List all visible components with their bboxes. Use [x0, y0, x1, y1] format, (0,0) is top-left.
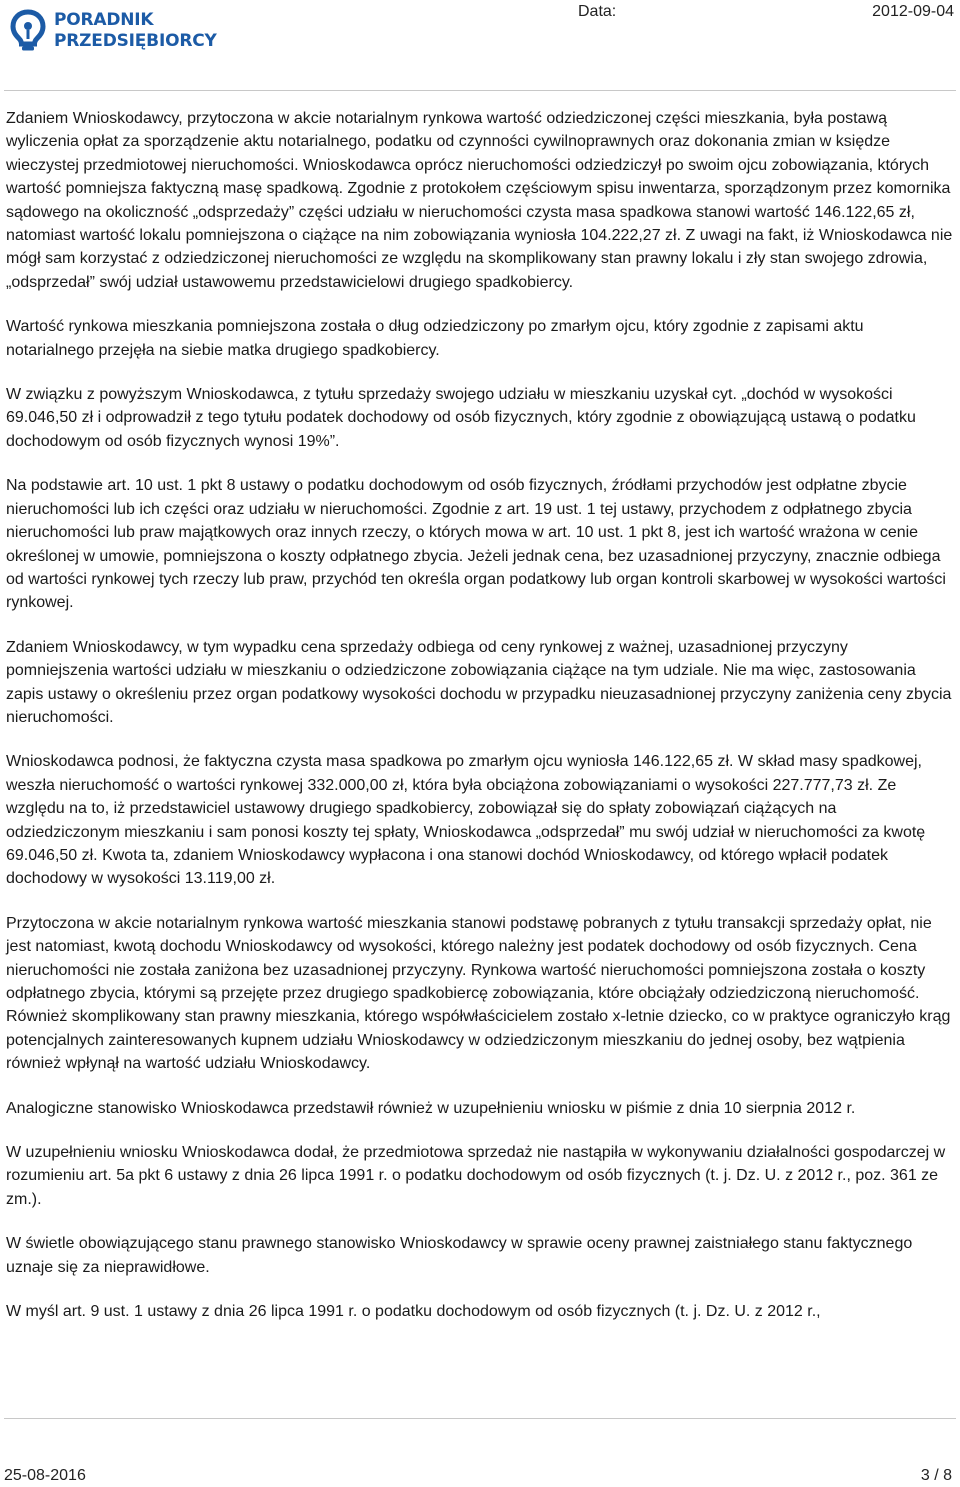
paragraph-10: W świetle obowiązującego stanu prawnego stanowisko Wnioskodawcy w sprawie oceny prawnej zaistniałego stanu faktycznego uznaje się za nieprawidłowe. — [6, 1235, 913, 1276]
logo-line-1: PORADNIK — [54, 10, 154, 30]
page-header — [0, 0, 960, 60]
paragraph-11: W myśl art. 9 ust. 1 ustawy z dnia 26 lipca 1991 r. o podatku dochodowym od osób fizycznych (t. j. Dz. U. z 2012 r., — [6, 1303, 821, 1321]
footer-date: 25-08-2016 — [4, 1467, 86, 1484]
footer-divider — [4, 1418, 956, 1419]
logo-line-2: PRZEDSIĘBIORCY — [54, 31, 217, 51]
paragraph-8: Analogiczne stanowisko Wnioskodawca przedstawił również w uzupełnieniu wniosku w piśmie z dnia 10 sierpnia 2012 r. — [6, 1099, 856, 1117]
date-value: 2012-09-04 — [872, 3, 954, 20]
paragraph-9: W uzupełnieniu wniosku Wnioskodawca dodał, że przedmiotowa sprzedaż nie nastąpiła w wykonywaniu działalności gospodarczej w rozumieniu art. 5a pkt 6 ustawy z dnia 26 lipca 1991 r. o podatku dochodowym od osób fizycznych (t. j. Dz. U. z 2012 r., poz. 361 ze zm.). — [6, 1144, 946, 1208]
date-label: Data: — [578, 3, 617, 20]
paragraph-2: Wartość rynkowa mieszkania pomniejszona została o dług odziedziczony po zmarłym ojcu, który zgodnie z zapisami aktu notarialnego przejęła na siebie matka drugiego spadkobiercy. — [6, 318, 864, 359]
paragraph-4: Na podstawie art. 10 ust. 1 pkt 8 ustawy o podatku dochodowym od osób fizycznych, źródłami przychodów jest odpłatne zbycie nieruchomości lub ich części oraz udziału w nieruchomości. Zgodnie z art. 19 ust. 1 tej ustawy, przychodem z odpłatnego zbycia nieruchomości lub praw majątkowych oraz innych rzeczy, o których mowa w art. 10 ust. 1 pkt 8, jest ich wartość wrażona w cenie określonej w umowie, pomniejszona o koszty odpłatnego zbycia. Jeżeli jednak cena, bez uzasadnionej przyczyny, znacznie odbiega od wartości rynkowej tych rzeczy lub praw, przychód ten określa organ podatkowy lub organ kontroli skarbowej w wysokości wartości rynkowej. — [6, 477, 946, 612]
page-number: 3 / 8 — [920, 1467, 952, 1484]
paragraph-5: Zdaniem Wnioskodawcy, w tym wypadku cena sprzedaży odbiega od ceny rynkowej z ważnej, uzasadnionej przyczyny pomniejszenia wartości udziału w mieszkaniu o odziedziczone zobowiązania ciążące na tym udziale. Nie ma więc, zastosowania zapis ustawy o określeniu przez organ podatkowy wysokości dochodu w przypadku nieuzasadnionej przyczyny zaniżenia ceny zbycia nieruchomości. — [6, 638, 952, 726]
logo-text — [54, 10, 217, 52]
paragraph-7: Przytoczona w akcie notarialnym rynkowa wartość mieszkania stanowi podstawę pobranych z tytułu transakcji sprzedaży opłat, nie jest natomiast, kwotą dochodu Wnioskodawcy od wysokości, którego należny jest podatek dochodowy od osób fizycznych. Cena nieruchomości nie została zaniżona bez uzasadnionej przyczyny. Rynkowa wartość nieruchomości pomniejszona została o koszty odpłatnego zbycia, którymi są przejęte przez drugiego spadkobiercę zobowiązania, które obciążały odziedziczoną nieruchomość. Również skomplikowany stan prawny mieszkania, którego współwłaścicielem zostało x-letnie dziecko, co w praktyce ograniczyło krąg potencjalnych zainteresowanych kupnem udziału Wnioskodawcy w odziedziczonym mieszkaniu do jednej osoby, bez wątpienia również wpłynął na wartość udziału Wnioskodawcy. — [6, 914, 951, 1073]
logo[interactable] — [8, 6, 228, 56]
document-body — [6, 107, 954, 1344]
lightbulb-icon — [8, 6, 48, 54]
paragraph-1: Zdaniem Wnioskodawcy, przytoczona w akcie notarialnym rynkowa wartość odziedziczonej części mieszkania, była postawą wyliczenia opłat za sporządzenie aktu notarialnego, podatku od czynności cywilnoprawnych oraz dokonania zmian w księdze wieczystej przedmiotowej nieruchomości. Wnioskodawca oprócz nieruchomości odziedziczył po swoim ojcu zobowiązania, których wartość pomniejsza faktyczną masę spadkową. Zgodnie z protokołem częściowym spisu inwentarza, sporządzonym przez komornika sądowego na okoliczność „odsprzedaży” części udziału w nieruchomości czysta masa spadkowa stanowi wartość 146.122,65 zł, natomiast wartość lokalu pomniejszona o ciążące na nim zobowiązania wyniosła 104.222,27 zł. Z uwagi na fakt, iż Wnioskodawca nie mógł sam korzystać z odziedziczonej nieruchomości ze względu na skomplikowany stan prawny lokalu i zły stan swojego zdrowia, „odsprzedał” swój udział ustawowemu przedstawicielowi drugiego spadkobiercy. — [6, 110, 953, 291]
paragraph-3: W związku z powyższym Wnioskodawca, z tytułu sprzedaży swojego udziału w mieszkaniu uzyskał cyt. „dochód w wysokości 69.046,50 zł i odprowadził z tego tytułu podatek dochodowy od osób fizycznych, który zgodnie z obowiązującą ustawą o podatku dochodowym od osób fizycznych wynosi 19%”. — [6, 386, 916, 450]
paragraph-6: Wnioskodawca podnosi, że faktyczna czysta masa spadkowa po zmarłym ojcu wyniosła 146.122,65 zł. W skład masy spadkowej, weszła nieruchomość o wartości rynkowej 332.000,00 zł, która była obciążona zobowiązaniami o wysokości 227.777,73 zł. Ze względu na to, iż przedstawiciel ustawowy drugiego spadkobiercy, zobowiązał się do spłaty zobowiązań ciążących na odziedziczonym mieszkaniu i sam ponosi koszty tej spłaty, Wnioskodawca „odsprzedał” mu swój udział w nieruchomości za kwotę 69.046,50 zł. Kwota ta, zdaniem Wnioskodawcy wypłacona i ona stanowi dochód Wnioskodawcy, od którego wpłacił podatek dochodowy w wysokości 13.119,00 zł. — [6, 753, 926, 888]
header-divider — [4, 90, 956, 91]
